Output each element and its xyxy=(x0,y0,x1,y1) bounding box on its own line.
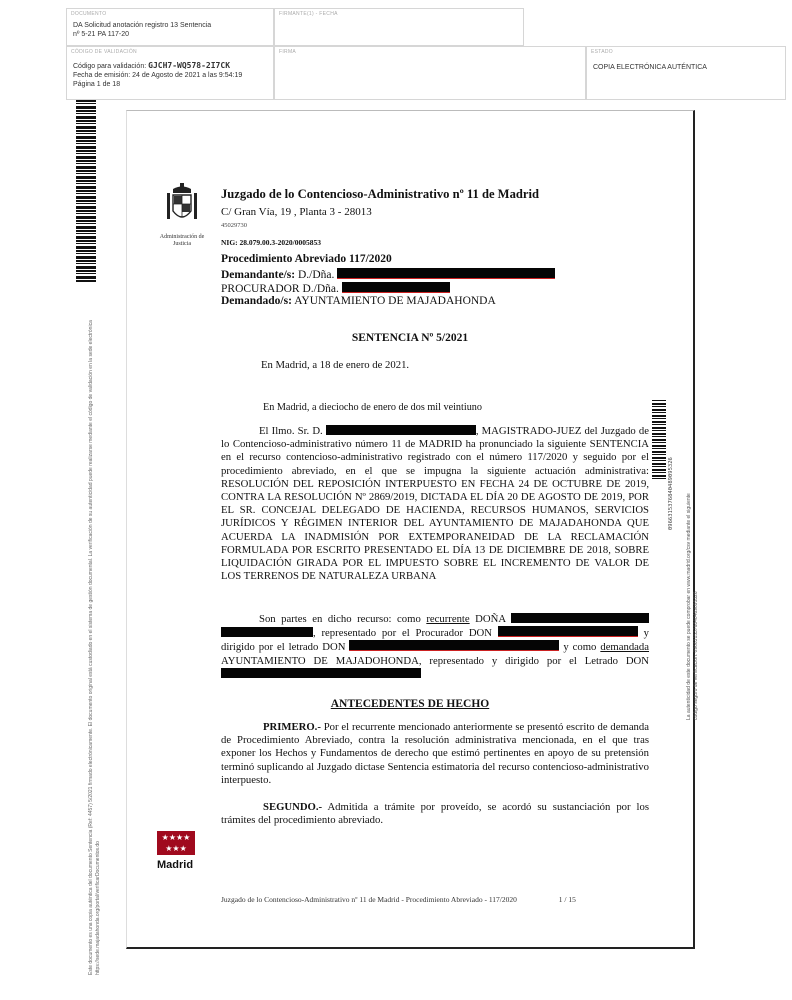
left-barcode xyxy=(76,100,96,282)
paragraph-segundo xyxy=(221,801,649,827)
parties-text: , representado por el Procurador DON xyxy=(313,627,492,640)
procurador-label: PROCURADOR D./Dña. xyxy=(221,283,339,295)
parties-text: Son partes en dicho recurso: como xyxy=(259,613,421,625)
sentence-title: SENTENCIA Nº 5/2021 xyxy=(351,332,469,344)
status-label: ESTADO xyxy=(591,49,613,55)
status-cell xyxy=(586,46,786,100)
footer-page: 1 / 15 xyxy=(558,895,576,904)
scanned-page xyxy=(126,110,695,949)
demandante-line xyxy=(221,268,555,281)
contested-act-caps: RESOLUCIÓN DEL REPOSICIÓN INTERPUESTO EN FECHA 24 DE OCTUBRE DE 2019, CONTRA LA RESOLUCIÓN Nº 2869/2019, DICTADA EL DÍA 20 DE AGOSTO DE 2019, POR EL SR. CONCEJAL DELEGADO DE HACIENDA, RECURSOS HUMANOS, SERVICIOS JURÍDICOS Y RÉGIMEN INTERIOR DEL AYUNTAMIENTO DE MAJADAHONDA QUE ACUERDA LA INADMISIÓN POR EXTEMPORANEIDAD DE LA RECLAMACIÓN FORMULADA POR ESCRITO PRESENTADO EL DÍA 13 DE DICIEMBRE DE 2018, SOBRE LIQUIDACIÓN GIRADA POR EL IMPUESTO SOBRE EL INCREMENTO DE VALOR DE LOS TERRENOS DE NATURALEZA URBANA xyxy=(221,477,649,583)
paragraph-intro-text: , MAGISTRADO-JUEZ del Juzgado de lo Contencioso-administrativo número 11 de MADRID ha pronunciado la siguiente SENTENCIA en el recurso contencioso-administrativo registrado con el número 117/2020 y seguido por el procedimiento abreviado, en el que se impugna la siguiente actuación administrativa: xyxy=(221,425,649,477)
madrid-logo-text: Madrid xyxy=(157,859,194,871)
paragraph-parties xyxy=(221,613,649,681)
signer-label: FIRMANTE(1) - FECHA xyxy=(279,11,338,17)
right-verification-number: 0966315376840489095326 xyxy=(668,457,674,530)
status-value: COPIA ELECTRÓNICA AUTÉNTICA xyxy=(593,64,707,71)
right-barcode xyxy=(652,400,666,480)
recurrente-label: recurrente xyxy=(426,613,470,625)
justice-crest xyxy=(159,181,205,251)
crest-label: Administración de Justicia xyxy=(159,234,205,247)
demandado-label: Demandado/s: xyxy=(221,295,292,307)
page-info: Página 1 de 18 xyxy=(73,81,121,88)
procurador-line xyxy=(221,282,450,295)
nig-number: NIG: 28.079.00.3-2020/0005853 xyxy=(221,238,321,247)
vertical-verification-note: Este documento es una copia auténtica del documento Sentencia (Ref: 4457) 5/2021 firmado electrónicamente. El documento original está custodiado en el sistema de gestión documental. La verificación de su autenticidad puede realizarse mediante el código de validación en la sede electrónica https://sede.majadahonda.org/portal/verificarDocumentos.do xyxy=(88,320,101,975)
document-header xyxy=(66,8,786,100)
redaction-block xyxy=(326,425,476,435)
paragraph-intro xyxy=(221,425,649,583)
document-subtitle: nº 5-21 PA 117-20 xyxy=(73,31,130,38)
segundo-label: SEGUNDO.- xyxy=(263,801,323,813)
csv-prefix: Código para validación: xyxy=(73,63,147,70)
signature-cell xyxy=(274,46,586,100)
validation-cell xyxy=(66,46,274,100)
court-address: C/ Gran Vía, 19 , Planta 3 - 28013 xyxy=(221,206,372,218)
redaction-block xyxy=(511,613,649,623)
signer-cell xyxy=(274,8,524,46)
demandante-value: D./Dña. xyxy=(298,269,335,281)
document-cell xyxy=(66,8,274,46)
date-line: En Madrid, a 18 de enero de 2021. xyxy=(261,359,410,371)
emission-date: Fecha de emisión: 24 de Agosto de 2021 a las 9:54:19 xyxy=(73,72,243,79)
page-footer xyxy=(221,895,576,904)
validation-label: CÓDIGO DE VALIDACIÓN xyxy=(71,49,137,55)
signature-label: FIRMA xyxy=(279,49,297,55)
redaction-block xyxy=(221,668,421,678)
redaction-block xyxy=(221,627,313,637)
redaction-block xyxy=(342,282,450,293)
parties-text: DOÑA xyxy=(475,613,506,625)
magistrado-intro: El Ilmo. Sr. D. xyxy=(259,425,323,437)
demandante-label: Demandante/s: xyxy=(221,269,296,281)
demandado-value: AYUNTAMIENTO DE MAJADAHONDA xyxy=(294,295,496,307)
primero-text: Por el recurrente mencionado anteriormente se presentó escrito de demanda de Procedimiento Abreviado, contra la resolución administrativa mencionada, en el que tras exponer los Hechos y Fundamentos de derecho que estimó pertinentes en apoyo de su pretensión terminó suplicando al Juzgado dictase Sentencia estimatoria del recurso contencioso-administrativo interpuesto. xyxy=(221,721,649,786)
right-verification-note: La autenticidad de este documento se puede comprobar en www.madrid.org/csv mediante el siguiente código seguro de verificación: 0966315376840489095326 xyxy=(686,493,699,720)
procedure-title: Procedimiento Abreviado 117/2020 xyxy=(221,253,392,265)
primero-label: PRIMERO.- xyxy=(263,721,321,733)
date-line-words: En Madrid, a dieciocho de enero de dos mil veintiuno xyxy=(263,402,482,413)
redaction-block xyxy=(498,626,638,637)
paragraph-primero xyxy=(221,721,649,787)
antecedentes-heading: ANTECEDENTES DE HECHO xyxy=(330,698,490,710)
court-name: Juzgado de lo Contencioso-Administrativo nº 11 de Madrid xyxy=(221,187,539,201)
parties-text: y dirigido por el letrado DON xyxy=(221,627,649,654)
footer-text: Juzgado de lo Contencioso-Administrativo nº 11 de Madrid - Procedimiento Abreviado - 117/2020 xyxy=(221,895,517,904)
demandada-label: demandada xyxy=(600,641,650,654)
stars-icon: ★★★★ ★★★ xyxy=(157,831,195,855)
document-label: DOCUMENTO xyxy=(71,11,107,17)
court-code: 45029730 xyxy=(221,222,247,229)
parties-text: AYUNTAMIENTO DE MAJADOHONDA, representado y dirigido por el Letrado DON xyxy=(221,654,649,667)
document-title: DA Solicitud anotación registro 13 Sentencia xyxy=(73,22,212,29)
demandado-line xyxy=(221,295,496,307)
madrid-logo xyxy=(157,831,197,871)
parties-text: y como xyxy=(563,641,597,654)
redaction-block xyxy=(349,640,559,651)
coat-of-arms-icon xyxy=(165,181,199,227)
segundo-text: Admitida a trámite por proveído, se acordó su sustanciación por los trámites del procedimiento abreviado. xyxy=(221,801,649,827)
csv-code[interactable]: GJCH7-WQ578-2I7CK xyxy=(148,61,231,70)
redaction-block xyxy=(337,268,555,279)
